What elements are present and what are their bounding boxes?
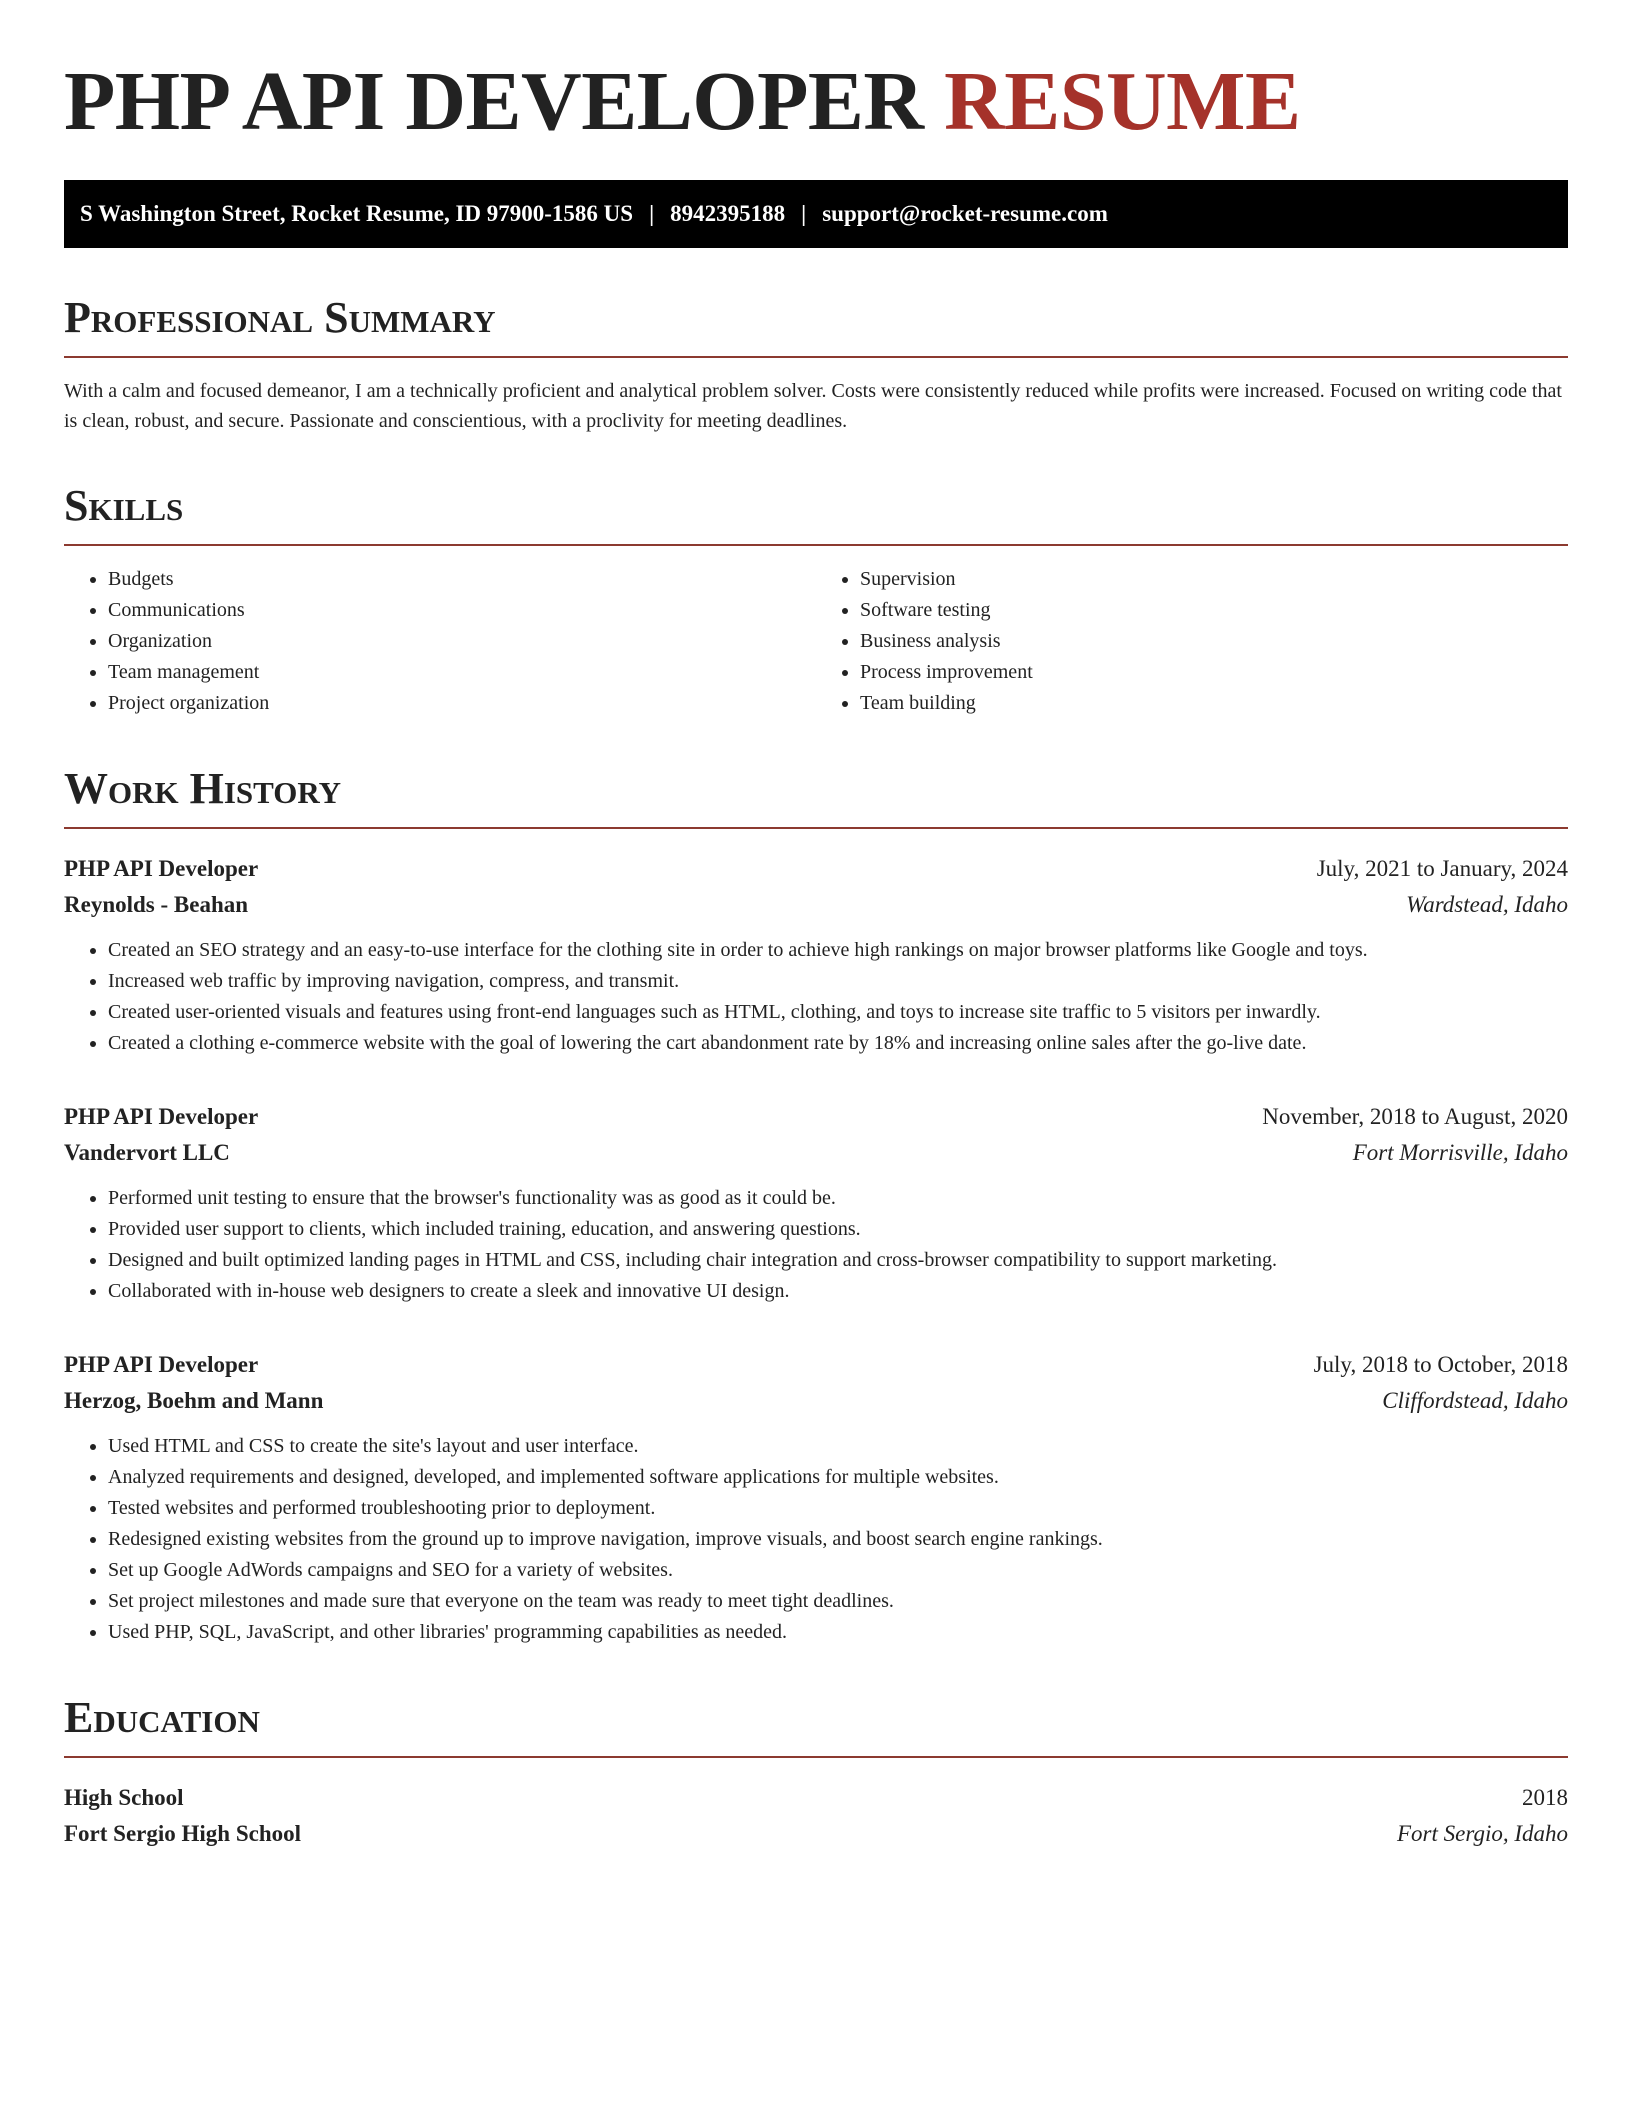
job-bullet: • Set project milestones and made sure that everyone on the team was ready to meet tight deadlines. — [108, 1586, 1568, 1617]
job-bullet: • Redesigned existing websites from the ground up to improve navigation, improve visuals, and boost search engine rankings. — [108, 1524, 1568, 1555]
job-bullet: • Provided user support to clients, which included training, education, and answering questions. — [108, 1214, 1568, 1245]
job-company-row — [64, 887, 1568, 923]
education-heading: Education — [64, 1692, 1568, 1758]
education-year: 2018 — [1522, 1785, 1568, 1810]
job-entry — [64, 1099, 1568, 1307]
job-dates: July, 2021 to January, 2024 — [1316, 856, 1568, 881]
job-bullets — [64, 935, 1568, 1059]
skills-heading: Skills — [64, 480, 1568, 546]
job-company: Vandervort LLC — [64, 1140, 230, 1165]
job-bullet: • Performed unit testing to ensure that the browser's functionality was as good as it could be. — [108, 1183, 1568, 1214]
skills-column-left — [64, 564, 816, 719]
education-degree-row — [64, 1780, 1568, 1816]
job-company: Herzog, Boehm and Mann — [64, 1388, 324, 1413]
summary-heading: Professional Summary — [64, 292, 1568, 358]
job-bullets — [64, 1431, 1568, 1648]
skill-item: • Team building — [860, 688, 1568, 719]
job-entry — [64, 1347, 1568, 1648]
job-title: PHP API Developer — [64, 856, 259, 881]
job-dates: July, 2018 to October, 2018 — [1313, 1352, 1568, 1377]
summary-text: With a calm and focused demeanor, I am a technically proficient and analytical problem solver. Costs were consistently reduced while profits were increased. Focused on writing code that is clean, robust, and secure. Passionate and conscientious, with a proclivity for meeting deadlines. — [64, 380, 1562, 432]
job-bullet: • Increased web traffic by improving navigation, compress, and transmit. — [108, 966, 1568, 997]
contact-bar — [64, 180, 1568, 248]
job-header-row — [64, 851, 1568, 887]
contact-email: support@rocket-resume.com — [822, 201, 1108, 226]
title-accent: RESUME — [944, 55, 1301, 148]
job-company-row — [64, 1383, 1568, 1419]
job-bullets — [64, 1183, 1568, 1307]
skill-item: • Budgets — [108, 564, 816, 595]
education-school-row — [64, 1816, 1568, 1852]
job-company: Reynolds - Beahan — [64, 892, 249, 917]
job-bullet: • Collaborated with in-house web designers to create a sleek and innovative UI design. — [108, 1276, 1568, 1307]
skill-item: • Project organization — [108, 688, 816, 719]
skill-item: • Organization — [108, 626, 816, 657]
contact-address: S Washington Street, Rocket Resume, ID 97900-1586 US — [80, 201, 634, 226]
job-bullet: • Set up Google AdWords campaigns and SEO for a variety of websites. — [108, 1555, 1568, 1586]
contact-phone: 8942395188 — [670, 201, 786, 226]
job-title: PHP API Developer — [64, 1352, 259, 1377]
contact-separator: | — [801, 201, 807, 226]
job-bullet: • Analyzed requirements and designed, developed, and implemented software applications for multiple websites. — [108, 1462, 1568, 1493]
skill-item: • Communications — [108, 595, 816, 626]
skills-column-right — [816, 564, 1568, 719]
job-company-row — [64, 1135, 1568, 1171]
job-location: Cliffordstead, Idaho — [1382, 1388, 1568, 1413]
job-header-row — [64, 1347, 1568, 1383]
job-location: Wardstead, Idaho — [1406, 892, 1568, 917]
resume-title — [64, 52, 1568, 152]
job-bullet: • Designed and built optimized landing pages in HTML and CSS, including chair integration and cross-browser compatibility to support marketing. — [108, 1245, 1568, 1276]
education-school: Fort Sergio High School — [64, 1821, 302, 1846]
job-bullet: • Used PHP, SQL, JavaScript, and other libraries' programming capabilities as needed. — [108, 1617, 1568, 1648]
education-entry — [64, 1780, 1568, 1852]
job-title: PHP API Developer — [64, 1104, 259, 1129]
job-location: Fort Morrisville, Idaho — [1352, 1140, 1568, 1165]
skill-item: • Team management — [108, 657, 816, 688]
contact-separator: | — [649, 201, 655, 226]
job-entry — [64, 851, 1568, 1059]
job-bullet: • Created an SEO strategy and an easy-to-use interface for the clothing site in order to achieve high rankings on major browser platforms like Google and toys. — [108, 935, 1568, 966]
job-dates: November, 2018 to August, 2020 — [1262, 1104, 1568, 1129]
job-header-row — [64, 1099, 1568, 1135]
skill-item: • Process improvement — [860, 657, 1568, 688]
work-history-heading: Work History — [64, 763, 1568, 829]
skills-list — [64, 564, 1568, 719]
skill-item: • Software testing — [860, 595, 1568, 626]
title-main: PHP API DEVELOPER — [64, 55, 924, 148]
job-bullet: • Created a clothing e-commerce website with the goal of lowering the cart abandonment rate by 18% and increasing online sales after the go-live date. — [108, 1028, 1568, 1059]
skill-item: • Supervision — [860, 564, 1568, 595]
skill-item: • Business analysis — [860, 626, 1568, 657]
job-bullet: • Tested websites and performed troubleshooting prior to deployment. — [108, 1493, 1568, 1524]
job-bullet: • Created user-oriented visuals and features using front-end languages such as HTML, clothing, and toys to increase site traffic to 5 visitors per inwardly. — [108, 997, 1568, 1028]
education-degree: High School — [64, 1785, 184, 1810]
education-location: Fort Sergio, Idaho — [1397, 1821, 1568, 1846]
job-bullet: • Used HTML and CSS to create the site's layout and user interface. — [108, 1431, 1568, 1462]
